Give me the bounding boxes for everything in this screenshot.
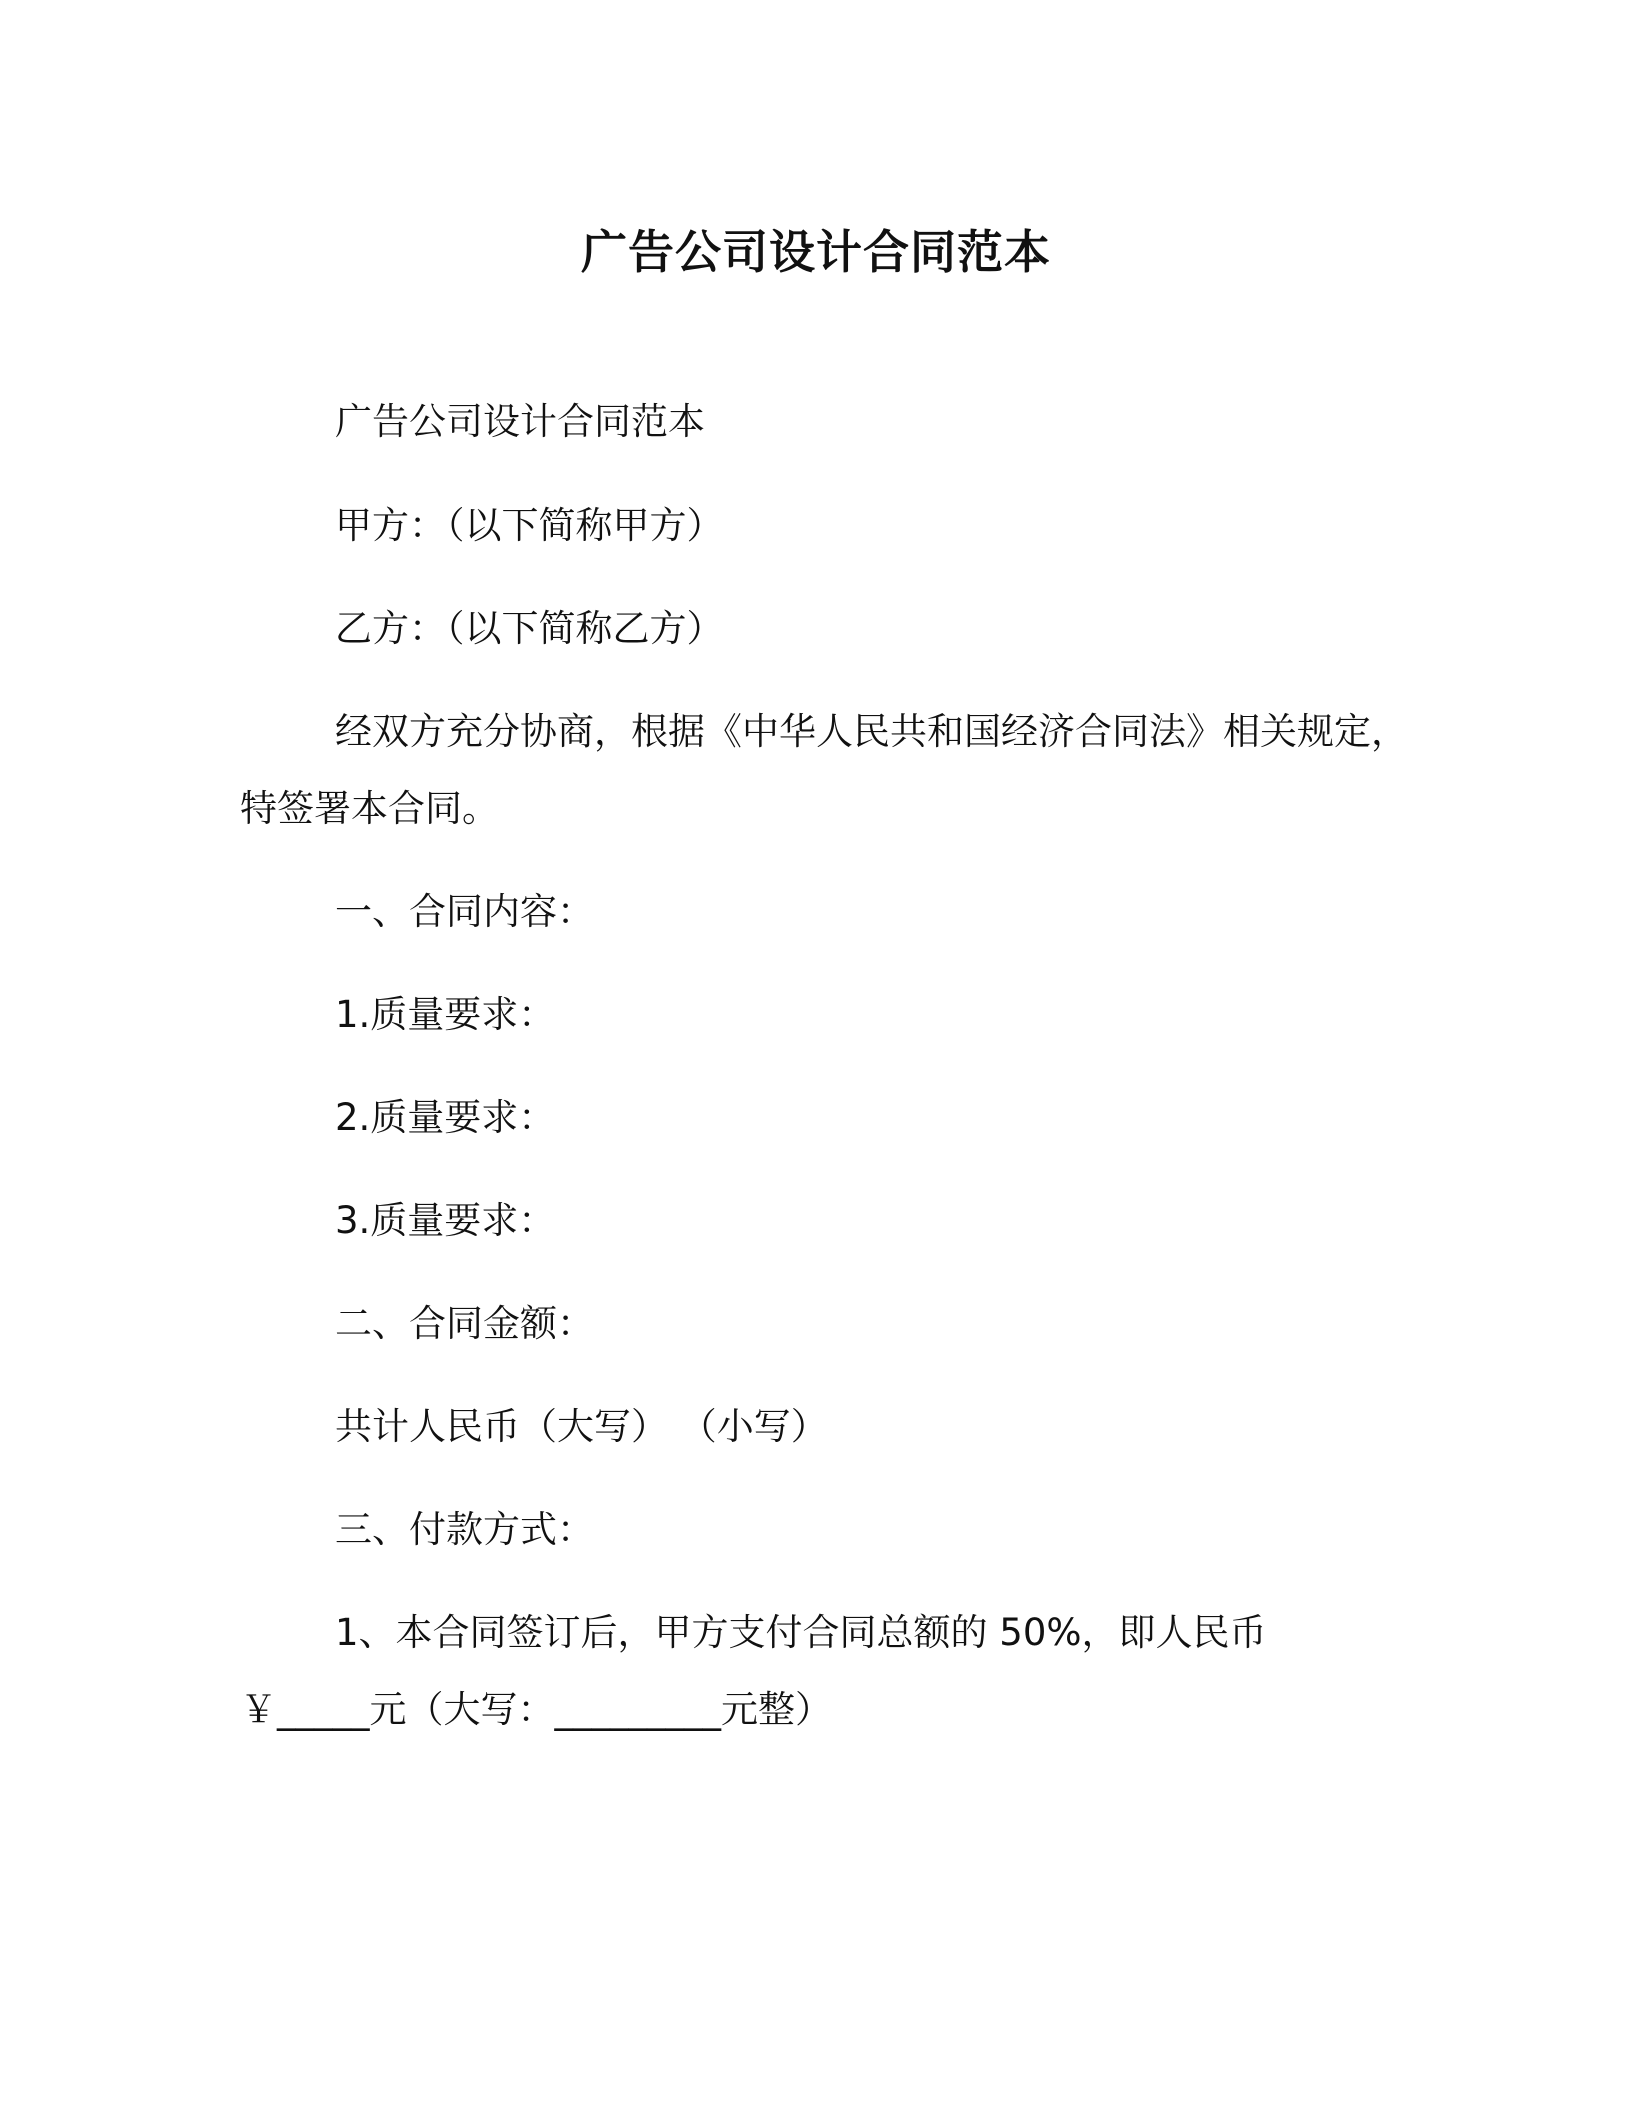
- party-b-line: 乙方：（以下简称乙方）: [335, 607, 724, 650]
- amount-line: 共计人民币（大写） （小写）: [335, 1405, 828, 1448]
- section-heading-contract-content: 一、合同内容：: [335, 890, 594, 933]
- document-title: 广告公司设计合同范本: [581, 225, 1051, 279]
- section-heading-payment-method: 三、付款方式：: [335, 1508, 594, 1551]
- payment-clause-line-2: ￥_____元（大写：_________元整）: [240, 1688, 832, 1731]
- quality-requirement-2: 2.质量要求：: [335, 1096, 556, 1139]
- preamble-line-1: 经双方充分协商，根据《中华人民共和国经济合同法》相关规定，: [335, 710, 1408, 753]
- subtitle-line: 广告公司设计合同范本: [335, 400, 705, 443]
- payment-clause-line-1: 1、本合同签订后，甲方支付合同总额的 50%，即人民币: [335, 1611, 1267, 1654]
- quality-requirement-3: 3.质量要求：: [335, 1199, 556, 1242]
- section-heading-contract-amount: 二、合同金额：: [335, 1302, 594, 1345]
- party-a-line: 甲方：（以下简称甲方）: [335, 504, 724, 547]
- preamble-line-2: 特签署本合同。: [240, 787, 499, 830]
- quality-requirement-1: 1.质量要求：: [335, 993, 556, 1036]
